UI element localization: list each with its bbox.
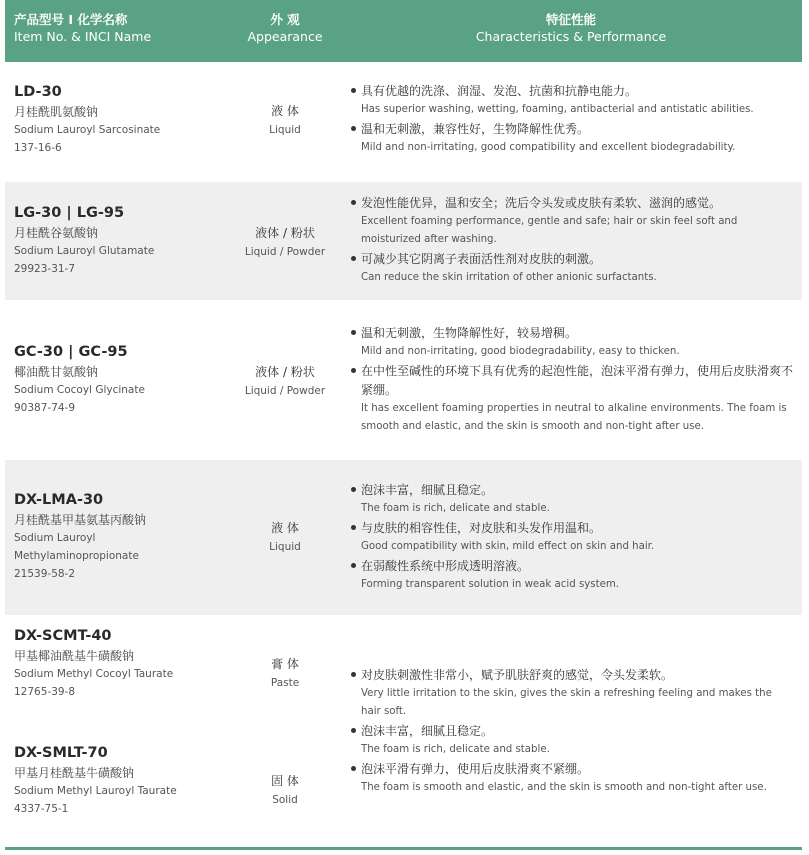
feature-cn: 温和无刺激，兼容性好，生物降解性优秀。 — [361, 122, 590, 136]
inci-name-line-1: Sodium Lauroyl — [14, 532, 96, 544]
appearance-en: Paste — [270, 677, 300, 689]
product-cn-name: 甲基椰油酰基牛磺酸钠 — [14, 649, 135, 663]
bullet-dot-icon — [351, 672, 356, 677]
features-cell — [348, 82, 794, 158]
bullet-dot-icon — [351, 563, 356, 568]
appearance-cn: 液 体 — [271, 521, 299, 535]
feature-item — [348, 250, 794, 287]
feature-item — [348, 194, 794, 249]
header-characteristics-cn: 特征性能 — [545, 12, 596, 27]
feature-cn: 具有优越的洗涤、润湿、发泡、抗菌和抗静电能力。 — [361, 84, 638, 98]
product-cn-name: 月桂酰肌氨酸钠 — [14, 105, 99, 119]
appearance-cell — [230, 519, 340, 557]
feature-en: Forming transparent solution in weak acid system. — [361, 579, 620, 590]
appearance-cell — [230, 772, 340, 810]
appearance-cn: 液体 / 粉状 — [255, 226, 315, 240]
cas-number: 29923-31-7 — [14, 263, 76, 275]
bullet-dot-icon — [351, 330, 356, 335]
cas-number: 4337-75-1 — [14, 803, 69, 815]
feature-en: Can reduce the skin irritation of other anionic surfactants. — [361, 272, 657, 283]
bullet-dot-icon — [351, 728, 356, 733]
feature-cn: 泡沫平滑有弹力，使用后皮肤滑爽不紧绷。 — [361, 762, 590, 776]
feature-en: Good compatibility with skin, mild effect on skin and hair. — [361, 541, 655, 552]
product-code: DX-SMLT-70 — [14, 745, 108, 761]
product-info — [14, 83, 160, 157]
bullet-dot-icon — [351, 487, 356, 492]
feature-item — [348, 120, 794, 157]
features-cell — [348, 324, 794, 437]
appearance-en: Solid — [272, 794, 298, 806]
feature-cn: 与皮肤的相容性佳，对皮肤和头发作用温和。 — [361, 521, 602, 535]
product-info — [14, 744, 177, 818]
inci-name: Sodium Lauroyl Sarcosinate — [14, 124, 161, 136]
appearance-cn: 膏 体 — [271, 657, 299, 671]
product-code: LG-30 | LG-95 — [14, 205, 125, 221]
feature-item — [348, 722, 794, 759]
feature-en: The foam is rich, delicate and stable. — [361, 503, 550, 514]
product-code: LD-30 — [14, 84, 62, 100]
bullet-dot-icon — [351, 766, 356, 771]
inci-name: Sodium Methyl Cocoyl Taurate — [14, 668, 174, 680]
feature-cn: 温和无刺激，生物降解性好，较易增稠。 — [361, 326, 578, 340]
feature-cn: 可减少其它阴离子表面活性剂对皮肤的刺激。 — [361, 252, 602, 266]
feature-item — [348, 82, 794, 119]
bottom-rule — [5, 847, 802, 850]
feature-en: The foam is smooth and elastic, and the skin is smooth and non-tight after use. — [361, 782, 767, 793]
product-info — [14, 204, 154, 278]
header-appearance-en: Appearance — [247, 29, 323, 44]
appearance-cell — [230, 363, 340, 401]
bullet-dot-icon — [351, 525, 356, 530]
feature-item — [348, 324, 794, 361]
inci-name: Sodium Lauroyl Glutamate — [14, 245, 155, 257]
bullet-dot-icon — [351, 368, 356, 373]
product-code: DX-LMA-30 — [14, 492, 104, 508]
feature-en: Has superior washing, wetting, foaming, antibacterial and antistatic abilities. — [361, 104, 754, 115]
feature-cn: 对皮肤刺激性非常小，赋予肌肤舒爽的感觉，令头发柔软。 — [361, 668, 674, 682]
bullet-dot-icon — [351, 126, 356, 131]
appearance-cn: 液 体 — [271, 104, 299, 118]
cas-number: 21539-58-2 — [14, 568, 76, 580]
feature-en: Excellent foaming performance, gentle and safe; hair or skin feel soft and moisturized after washing. — [361, 216, 738, 245]
features-cell — [348, 666, 794, 798]
appearance-cn: 液体 / 粉状 — [255, 365, 315, 379]
feature-cn: 在弱酸性系统中形成透明溶液。 — [361, 559, 530, 573]
cas-number: 90387-74-9 — [14, 402, 76, 414]
feature-en: The foam is rich, delicate and stable. — [361, 744, 550, 755]
feature-item — [348, 666, 794, 721]
feature-en: It has excellent foaming properties in neutral to alkaline environments. The foam is smooth and elastic, and the skin is smooth and non-tight after use. — [361, 403, 787, 432]
appearance-cell — [230, 224, 340, 262]
feature-cn: 在中性至碱性的环境下具有优秀的起泡性能，泡沫平滑有弹力，使用后皮肤滑爽不紧绷。 — [361, 364, 794, 397]
header-characteristics-en: Characteristics & Performance — [475, 29, 667, 44]
inci-name: Sodium Cocoyl Glycinate — [14, 384, 145, 396]
feature-en: Very little irritation to the skin, gives the skin a refreshing feeling and makes the hair soft. — [361, 688, 772, 717]
appearance-cell — [230, 655, 340, 693]
feature-cn: 泡沫丰富，细腻且稳定。 — [361, 724, 494, 738]
product-info — [14, 491, 146, 583]
header-characteristics-column — [348, 12, 794, 46]
product-code: GC-30 | GC-95 — [14, 344, 128, 360]
feature-cn: 泡沫丰富，细腻且稳定。 — [361, 483, 494, 497]
product-table — [5, 0, 802, 855]
product-cn-name: 椰油酰甘氨酸钠 — [14, 365, 99, 379]
inci-name: Sodium Methyl Lauroyl Taurate — [14, 785, 177, 797]
header-appearance-column — [230, 12, 340, 46]
feature-en: Mild and non-irritating, good compatibility and excellent biodegradability. — [361, 142, 736, 153]
cas-number: 137-16-6 — [14, 142, 62, 154]
table-row — [5, 62, 802, 182]
product-cn-name: 月桂酰基甲基氨基丙酸钠 — [14, 513, 147, 527]
header-item-en: Item No. & INCI Name — [14, 29, 152, 44]
header-item-column — [14, 12, 151, 46]
product-info — [14, 343, 145, 417]
appearance-en: Liquid / Powder — [244, 385, 326, 397]
cas-number: 12765-39-8 — [14, 686, 76, 698]
feature-item — [348, 760, 794, 797]
appearance-en: Liquid — [269, 124, 301, 136]
bullet-dot-icon — [351, 256, 356, 261]
table-row — [5, 182, 802, 300]
inci-name-line-2: Methylaminopropionate — [14, 550, 139, 562]
feature-item — [348, 362, 794, 436]
appearance-cn: 固 体 — [271, 774, 299, 788]
features-cell — [348, 194, 794, 288]
features-cell — [348, 481, 794, 595]
product-info — [14, 627, 173, 701]
appearance-cell — [230, 102, 340, 140]
table-row — [5, 300, 802, 460]
product-cn-name: 甲基月桂酰基牛磺酸钠 — [14, 766, 135, 780]
feature-item — [348, 481, 794, 518]
product-cn-name: 月桂酰谷氨酸钠 — [14, 226, 99, 240]
feature-item — [348, 519, 794, 556]
feature-item — [348, 557, 794, 594]
bullet-dot-icon — [351, 88, 356, 93]
appearance-en: Liquid / Powder — [244, 246, 326, 258]
table-row — [5, 460, 802, 615]
feature-en: Mild and non-irritating, good biodegradability, easy to thicken. — [361, 346, 680, 357]
feature-cn: 发泡性能优异，温和安全；洗后令头发或皮肤有柔软、滋润的感觉。 — [361, 196, 722, 210]
appearance-en: Liquid — [269, 541, 301, 553]
header-appearance-cn: 外 观 — [270, 12, 300, 27]
table-row — [5, 615, 802, 847]
bullet-dot-icon — [351, 200, 356, 205]
product-code: DX-SCMT-40 — [14, 628, 112, 644]
table-header — [5, 0, 802, 62]
header-item-cn: 产品型号 I 化学名称 — [14, 12, 128, 27]
